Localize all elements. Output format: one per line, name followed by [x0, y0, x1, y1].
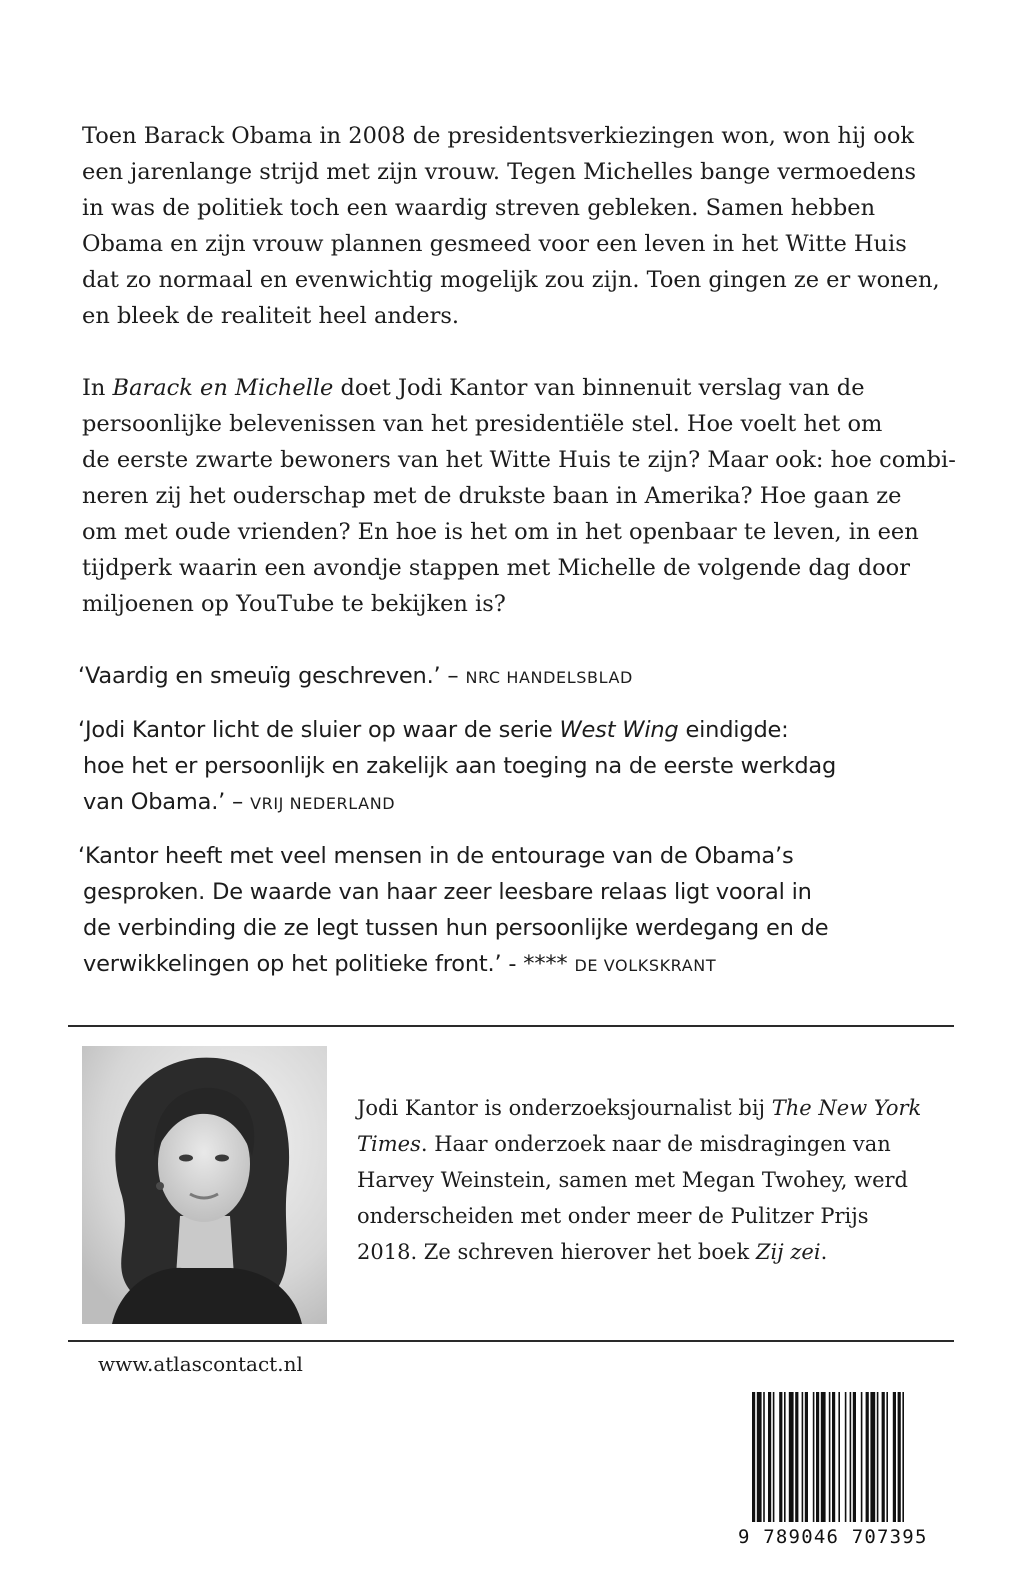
- quote-line: [78, 658, 958, 696]
- bio-line: [357, 1234, 957, 1270]
- divider-bottom: [68, 1340, 954, 1342]
- barcode-bar: [838, 1392, 840, 1522]
- barcode-bar: [898, 1392, 901, 1522]
- barcode-bar: [795, 1392, 798, 1522]
- barcode-bar: [802, 1392, 804, 1522]
- quote-line: gesproken. De waarde van haar zeer leesbare relaas ligt vooral in: [83, 879, 812, 905]
- quote-text: van Obama.’ –: [83, 789, 251, 815]
- barcode-bar: [877, 1392, 879, 1522]
- barcode-bar: [779, 1392, 782, 1522]
- book-title: Zij zei: [755, 1240, 821, 1264]
- quote-line: [78, 712, 958, 748]
- publisher-url[interactable]: www.atlascontact.nl: [98, 1352, 303, 1376]
- quote-text: ‘Jodi Kantor licht de sluier op waar de serie: [78, 717, 560, 743]
- blurb-line: neren zij het ouderschap met de drukste baan in Amerika? Hoe gaan ze: [82, 483, 902, 509]
- quote-line: [78, 784, 958, 822]
- quote-text: eindigde:: [678, 717, 789, 743]
- barcode-bar: [870, 1392, 875, 1522]
- barcode-bar: [853, 1392, 856, 1522]
- blurb-text: In: [82, 375, 113, 401]
- barcode-bar: [813, 1392, 815, 1522]
- barcode-bar: [866, 1392, 869, 1522]
- barcode-bar: [832, 1392, 835, 1522]
- bio-text: 2018. Ze schreven hierover het boek: [357, 1240, 756, 1264]
- quote-line: [78, 946, 958, 984]
- barcode-bar: [850, 1392, 852, 1522]
- blurb-line: en bleek de realiteit heel anders.: [82, 303, 460, 329]
- quote-source: DE VOLKSKRANT: [574, 956, 717, 975]
- quote-source: VRIJ NEDERLAND: [250, 794, 396, 813]
- blurb-line: een jarenlange strijd met zijn vrouw. Tegen Michelles bange vermoedens: [82, 159, 917, 185]
- barcode-bar: [845, 1392, 847, 1522]
- divider-top: [68, 1025, 954, 1027]
- blurb-line: [82, 370, 942, 406]
- blurb-line: Obama en zijn vrouw plannen gesmeed voor een leven in het Witte Huis: [82, 231, 907, 257]
- isbn-digits: 9 789046 707395: [738, 1526, 928, 1548]
- blurb-text: doet Jodi Kantor van binnenuit verslag van de: [333, 375, 865, 401]
- newspaper-title: Times: [357, 1132, 421, 1156]
- barcode-bar: [789, 1392, 794, 1522]
- bio-line: onderscheiden met onder meer de Pulitzer Prijs: [357, 1204, 869, 1228]
- barcode-bar: [805, 1392, 808, 1522]
- bio-line: [357, 1090, 957, 1126]
- review-quote-2: [78, 712, 958, 822]
- barcode-bar: [784, 1392, 786, 1522]
- blurb-line: Toen Barack Obama in 2008 de presidentsverkiezingen won, won hij ook: [82, 123, 914, 149]
- barcode-bar: [752, 1392, 755, 1522]
- quote-line: ‘Kantor heeft met veel mensen in de entourage van de Obama’s: [78, 843, 794, 869]
- blurb-line: de eerste zwarte bewoners van het Witte Huis te zijn? Maar ook: hoe combi-: [82, 447, 956, 473]
- author-portrait-icon: [82, 1046, 327, 1324]
- quote-text: verwikkelingen op het politieke front.’ - ****: [83, 951, 575, 977]
- barcode-bar: [829, 1392, 831, 1522]
- barcode-bar: [886, 1392, 888, 1522]
- barcode-bar: [821, 1392, 826, 1522]
- barcode-bar: [763, 1392, 765, 1522]
- author-bio: [357, 1090, 957, 1270]
- bio-text: .: [820, 1240, 828, 1264]
- review-quote-3: [78, 838, 958, 984]
- barcode-bar: [757, 1392, 762, 1522]
- blurb-paragraph-2: [82, 370, 956, 622]
- barcode-bar: [902, 1392, 904, 1522]
- blurb-line: in was de politiek toch een waardig streven gebleken. Samen hebben: [82, 195, 876, 221]
- barcode-bar: [773, 1392, 775, 1522]
- quote-text: ‘Vaardig en smeuïg geschreven.’ –: [78, 663, 466, 689]
- blurb-line: persoonlijke belevenissen van het presidentiële stel. Hoe voelt het om: [82, 411, 883, 437]
- barcode-bar: [861, 1392, 863, 1522]
- blurb-paragraph-1: [82, 118, 942, 334]
- quote-line: de verbinding die ze legt tussen hun persoonlijke werdegang en de: [83, 915, 829, 941]
- author-photo: [82, 1046, 327, 1324]
- bio-line: Harvey Weinstein, samen met Megan Twohey, werd: [357, 1168, 909, 1192]
- barcode-bar: [768, 1392, 771, 1522]
- blurb-line: tijdperk waarin een avondje stappen met Michelle de volgende dag door: [82, 555, 910, 581]
- newspaper-title: The New York: [771, 1096, 922, 1120]
- series-title: West Wing: [559, 717, 679, 743]
- blurb-line: miljoenen op YouTube te bekijken is?: [82, 591, 506, 617]
- bio-line: [357, 1126, 957, 1162]
- barcode-bar: [882, 1392, 885, 1522]
- barcode-bar: [816, 1392, 819, 1522]
- blurb-line: dat zo normaal en evenwichtig mogelijk zou zijn. Toen gingen ze er wonen,: [82, 267, 940, 293]
- book-title: Barack en Michelle: [112, 375, 334, 401]
- bio-text: Jodi Kantor is onderzoeksjournalist bij: [357, 1096, 772, 1120]
- barcode-bar: [893, 1392, 896, 1522]
- isbn-barcode: [738, 1392, 938, 1528]
- blurb-line: om met oude vrienden? En hoe is het om in het openbaar te leven, in een: [82, 519, 919, 545]
- quote-source: NRC HANDELSBLAD: [465, 668, 633, 687]
- review-quote-1: [78, 658, 958, 696]
- quote-line: hoe het er persoonlijk en zakelijk aan toeging na de eerste werkdag: [83, 753, 837, 779]
- bio-text: . Haar onderzoek naar de misdragingen van: [420, 1132, 891, 1156]
